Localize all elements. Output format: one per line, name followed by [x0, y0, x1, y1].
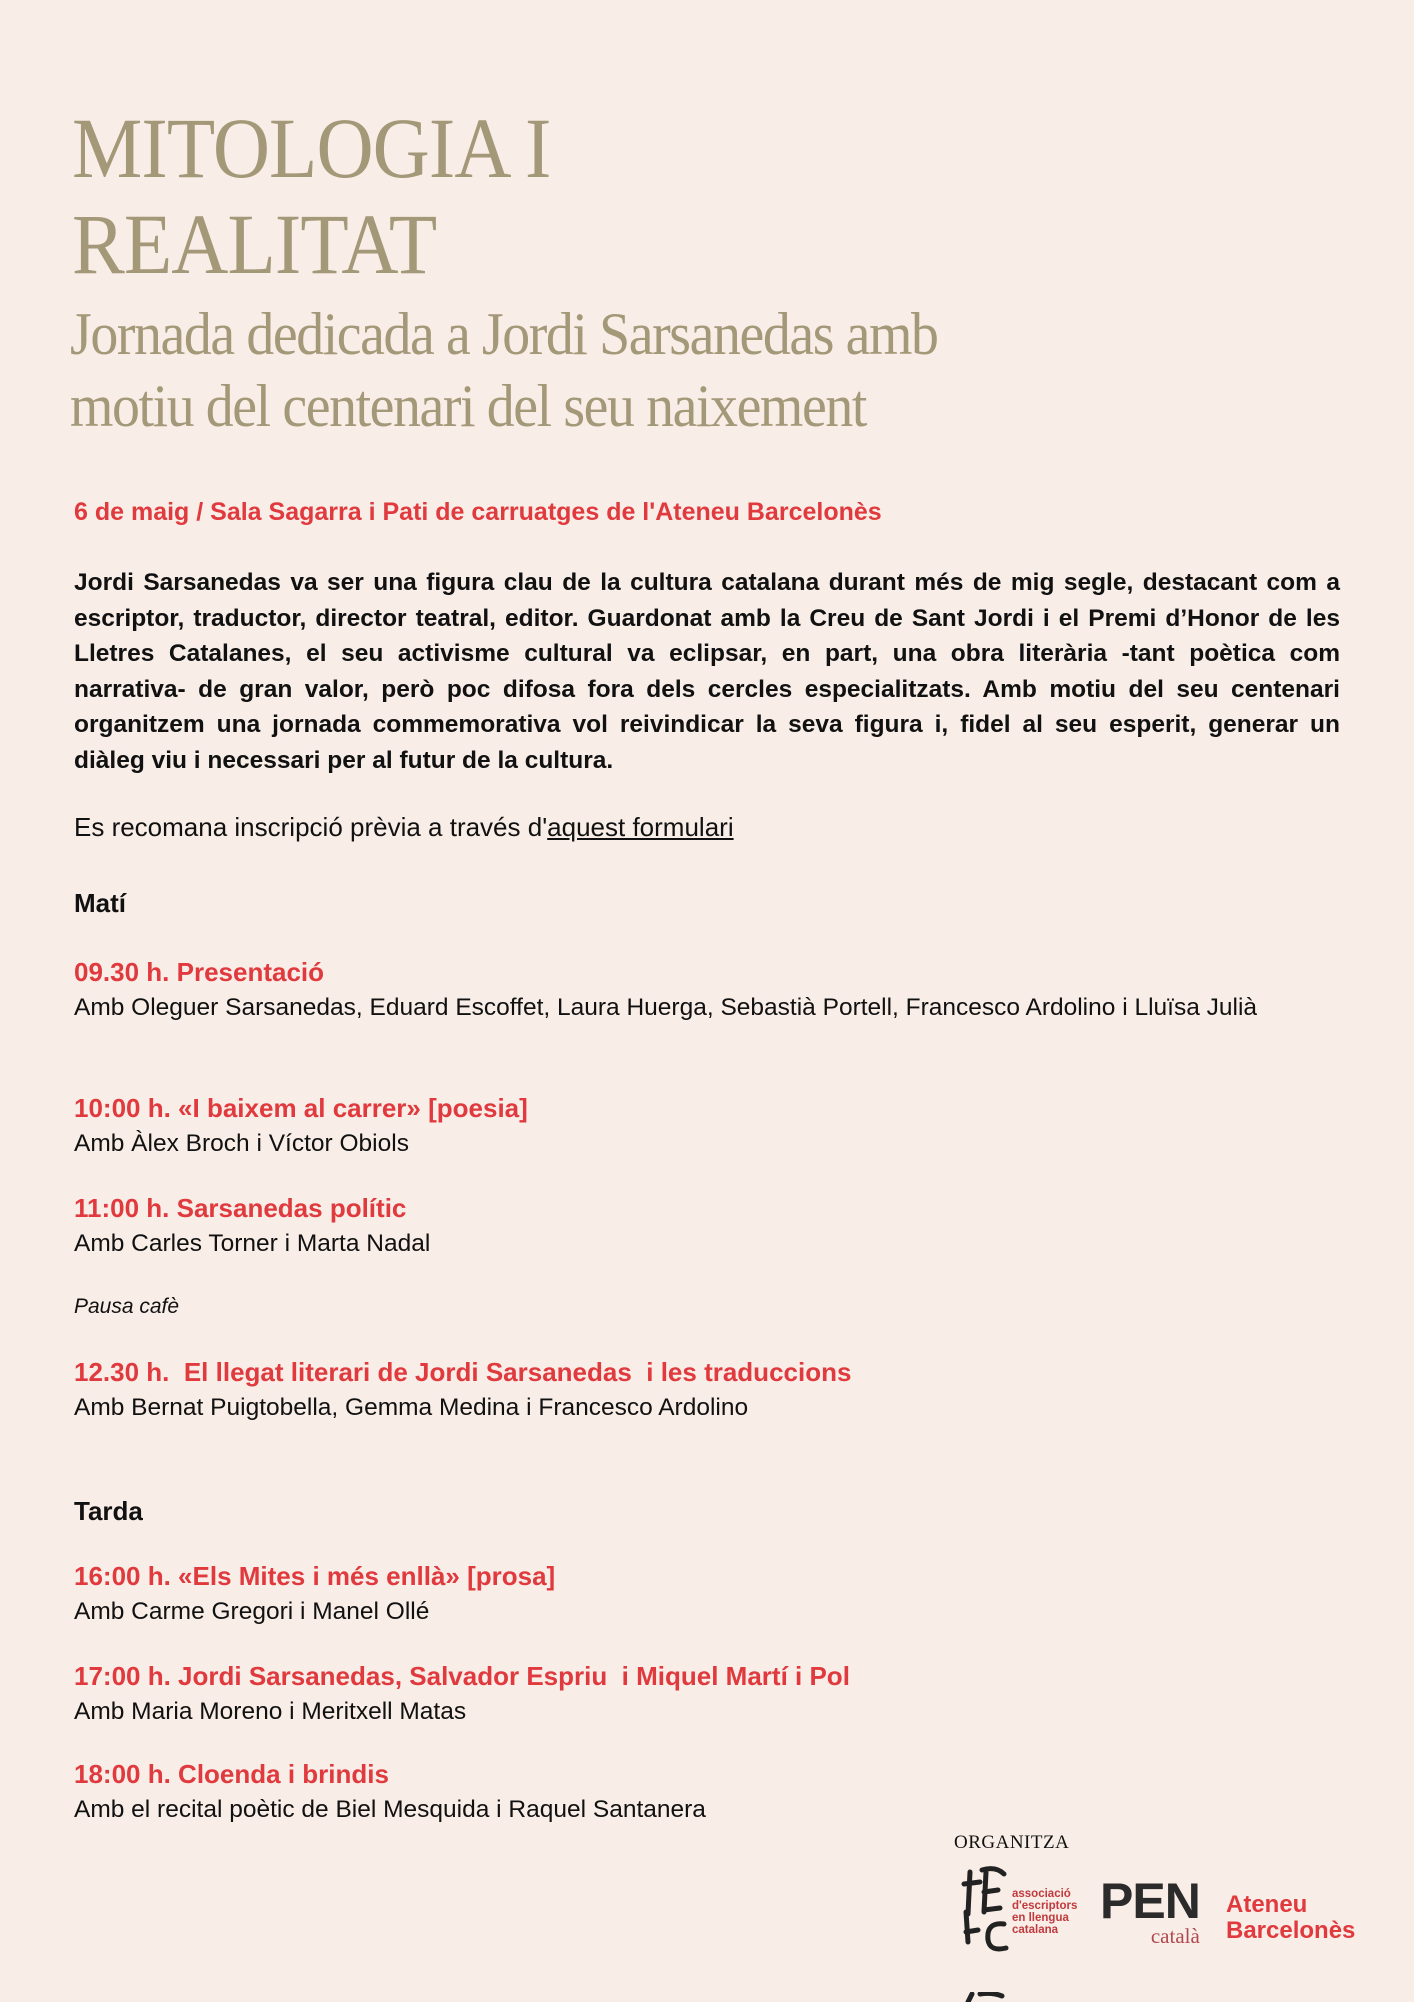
event-participants: Amb Carme Gregori i Manel Ollé: [74, 1598, 430, 1625]
pen-logo-subtext: català: [1150, 1924, 1200, 1948]
coffee-break: Pausa cafè: [74, 1295, 180, 1318]
event-title: 09.30 h. Presentació: [74, 957, 325, 987]
event-title: 12.30 h. El llegat literari de Jordi Sarsanedas i les traduccions: [74, 1357, 852, 1387]
aelc-text-line: en llengua: [1012, 1912, 1069, 1924]
signup-text: Es recomana inscripció prèvia a través d': [74, 812, 548, 842]
section-afternoon: Tarda: [74, 1496, 143, 1526]
program-event: [74, 1658, 1364, 1730]
aelc-mark-icon: [960, 1862, 1012, 1954]
signup-line: [74, 812, 734, 843]
event-title: 11:00 h. Sarsanedas polític: [74, 1193, 407, 1223]
signup-form-link[interactable]: aquest formulari: [547, 812, 734, 842]
aelc-text-line: catalana: [1012, 1924, 1059, 1936]
event-participants: Amb Bernat Puigtobella, Gemma Medina i Francesco Ardolino: [74, 1394, 749, 1421]
pen-logo-text: PEN: [1100, 1873, 1200, 1929]
date-venue: 6 de maig / Sala Sagarra i Pati de carruatges de l'Ateneu Barcelonès: [74, 498, 882, 526]
event-participants: Amb Maria Moreno i Meritxell Matas: [74, 1698, 467, 1725]
aelc-mark-partial-icon: [962, 1992, 1012, 2002]
program-event: [74, 1090, 1364, 1162]
event-title: 16:00 h. «Els Mites i més enllà» [prosa]: [74, 1561, 556, 1591]
program-event: [74, 1756, 1364, 1828]
organizers-label: ORGANITZA: [954, 1832, 1070, 1853]
ateneu-logo-line: Barcelonès: [1226, 1917, 1356, 1944]
ateneu-logo-line: Ateneu: [1226, 1891, 1308, 1918]
ateneu-barcelones-logo: [1226, 1892, 1355, 1944]
event-participants: Amb Àlex Broch i Víctor Obiols: [74, 1130, 409, 1157]
title-line: MITOLOGIA I: [72, 100, 551, 196]
page-title: [72, 100, 550, 292]
event-title: 10:00 h. «I baixem al carrer» [poesia]: [74, 1093, 528, 1123]
aelc-text-line: d'escriptors: [1012, 1900, 1078, 1912]
program-event: [74, 1558, 1364, 1630]
event-participants: Amb Oleguer Sarsanedas, Eduard Escoffet, Laura Huerga, Sebastià Portell, Francesco Ardolino i Lluïsa Julià: [74, 994, 1258, 1021]
event-participants: Amb el recital poètic de Biel Mesquida i Raquel Santanera: [74, 1796, 706, 1823]
event-participants: Amb Carles Torner i Marta Nadal: [74, 1230, 431, 1257]
aelc-logo: [960, 1862, 1090, 1954]
event-title: 17:00 h. Jordi Sarsanedas, Salvador Espriu i Miquel Martí i Pol: [74, 1661, 850, 1691]
event-title: 18:00 h. Cloenda i brindis: [74, 1759, 389, 1789]
intro-paragraph: Jordi Sarsanedas va ser una figura clau de la cultura catalana durant més de mig segle, destacant com a escriptor, traductor, director teatral, editor. Guardonat amb la Creu de Sant Jordi i el Premi d’Honor de les Lletres Catalanes, el seu activisme cultural va eclipsar, en part, una obra literària -tant poètica com narrativa- de gran valor, però poc difosa fora dels cercles especialitzats. Amb motiu del seu centenari organitzem una jornada commemorativa vol reivindicar la seva figura i, fidel al seu esperit, generar un diàleg viu i necessari per al futur de la cultura.: [74, 569, 1340, 774]
subtitle-line: Jornada dedicada a Jordi Sarsanedas amb: [70, 301, 938, 367]
pen-catala-logo: [1100, 1873, 1200, 1948]
aelc-text-line: associació: [1012, 1888, 1071, 1900]
program-event: [74, 1354, 1364, 1426]
title-line: REALITAT: [72, 196, 437, 292]
program-event: [74, 954, 1364, 1026]
program-event: [74, 1190, 1364, 1262]
section-morning: Matí: [74, 888, 126, 918]
page-subtitle: [70, 298, 1279, 442]
subtitle-line: motiu del centenari del seu naixement: [70, 373, 866, 439]
aelc-text: [1012, 1888, 1077, 1936]
